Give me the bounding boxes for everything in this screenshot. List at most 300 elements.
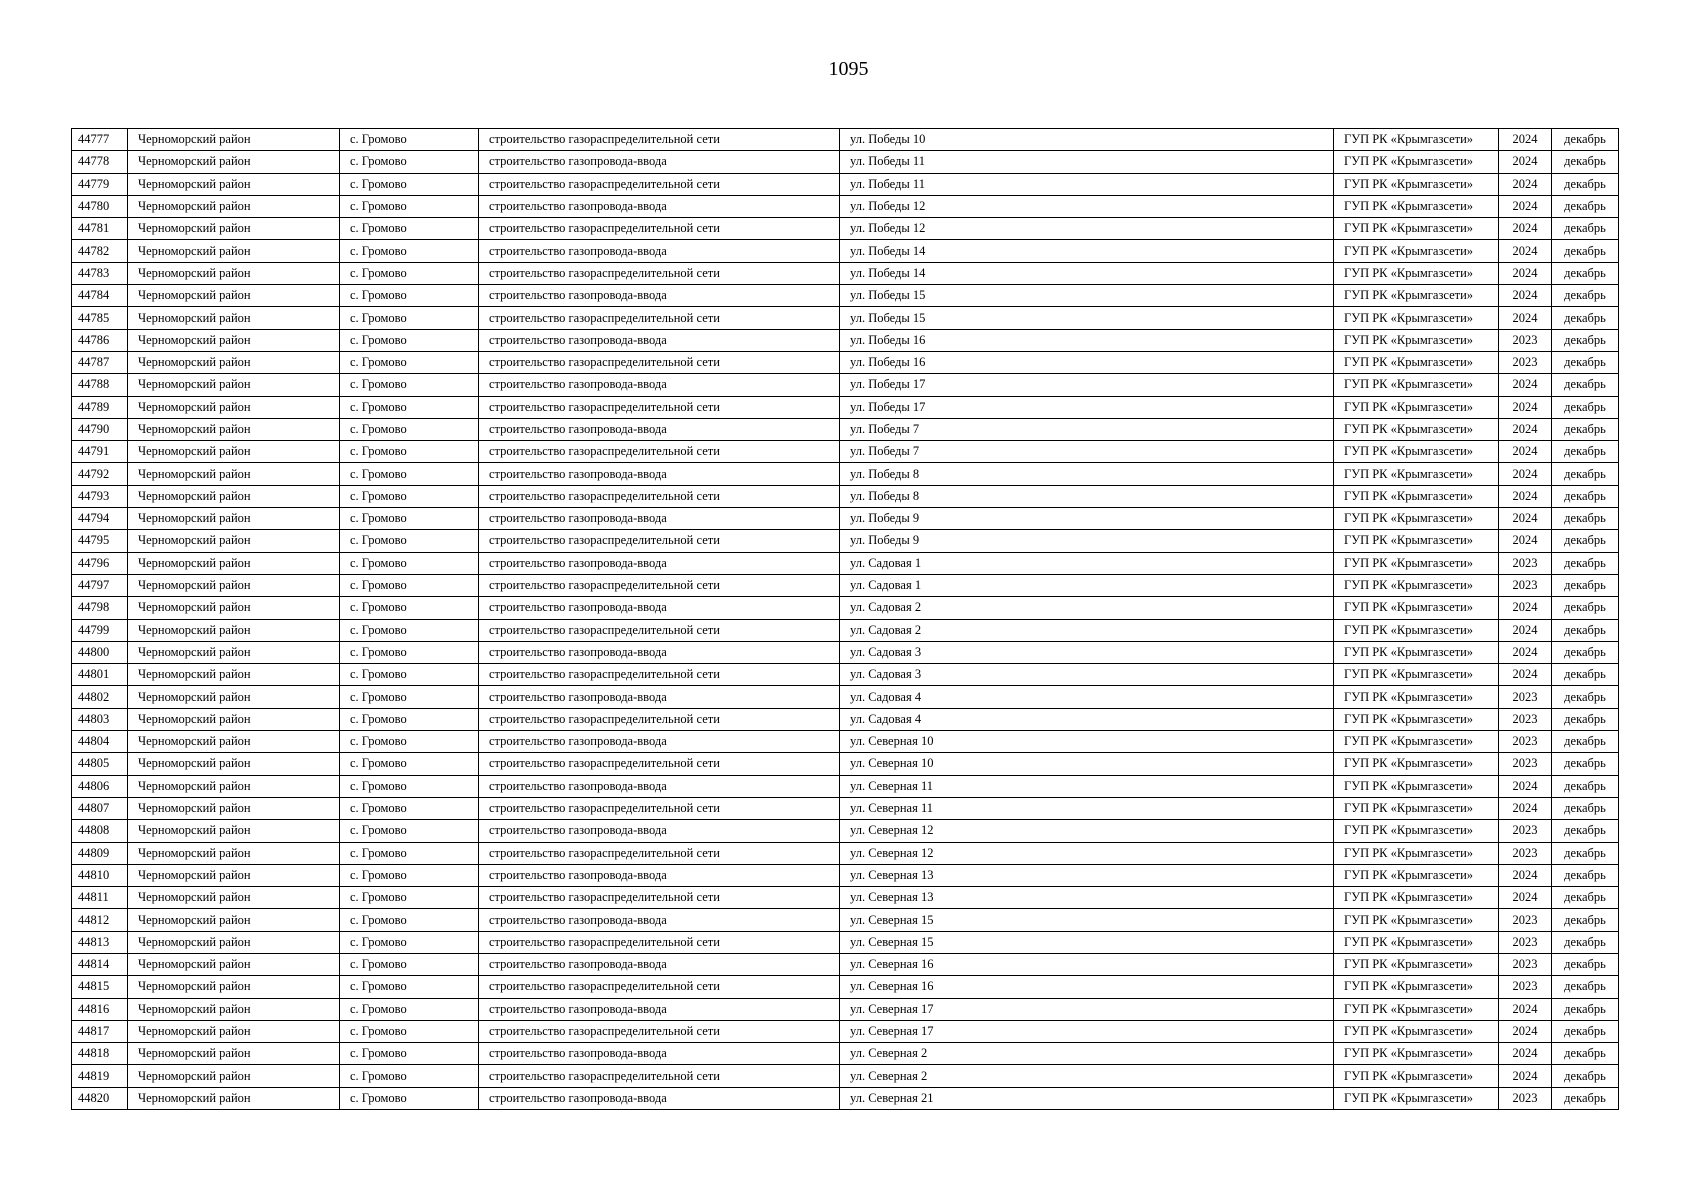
address-cell: ул. Победы 11 — [840, 151, 1334, 173]
settlement-cell: с. Громово — [340, 285, 479, 307]
address-cell: ул. Садовая 3 — [840, 641, 1334, 663]
work-type-cell: строительство газопровода-ввода — [479, 329, 840, 351]
row-number-cell: 44777 — [72, 129, 128, 151]
address-cell: ул. Садовая 2 — [840, 597, 1334, 619]
organization-cell: ГУП РК «Крымгазсети» — [1334, 931, 1499, 953]
district-cell: Черноморский район — [128, 396, 340, 418]
organization-cell: ГУП РК «Крымгазсети» — [1334, 953, 1499, 975]
year-cell: 2023 — [1499, 842, 1552, 864]
month-cell: декабрь — [1552, 953, 1619, 975]
district-cell: Черноморский район — [128, 374, 340, 396]
month-cell: декабрь — [1552, 619, 1619, 641]
district-cell: Черноморский район — [128, 307, 340, 329]
work-type-cell: строительство газопровода-ввода — [479, 463, 840, 485]
table-row — [72, 1087, 1619, 1109]
table-row — [72, 1043, 1619, 1065]
settlement-cell: с. Громово — [340, 931, 479, 953]
month-cell: декабрь — [1552, 998, 1619, 1020]
district-cell: Черноморский район — [128, 1020, 340, 1042]
work-type-cell: строительство газораспределительной сети — [479, 797, 840, 819]
address-cell: ул. Северная 17 — [840, 1020, 1334, 1042]
address-cell: ул. Северная 16 — [840, 953, 1334, 975]
month-cell: декабрь — [1552, 552, 1619, 574]
year-cell: 2023 — [1499, 731, 1552, 753]
work-type-cell: строительство газопровода-ввода — [479, 731, 840, 753]
work-type-cell: строительство газопровода-ввода — [479, 508, 840, 530]
table-row — [72, 218, 1619, 240]
settlement-cell: с. Громово — [340, 1087, 479, 1109]
row-number-cell: 44817 — [72, 1020, 128, 1042]
table-row — [72, 887, 1619, 909]
settlement-cell: с. Громово — [340, 530, 479, 552]
year-cell: 2023 — [1499, 552, 1552, 574]
work-type-cell: строительство газораспределительной сети — [479, 664, 840, 686]
settlement-cell: с. Громово — [340, 909, 479, 931]
work-type-cell: строительство газопровода-ввода — [479, 552, 840, 574]
work-type-cell: строительство газопровода-ввода — [479, 597, 840, 619]
year-cell: 2023 — [1499, 931, 1552, 953]
address-cell: ул. Садовая 1 — [840, 552, 1334, 574]
year-cell: 2024 — [1499, 262, 1552, 284]
organization-cell: ГУП РК «Крымгазсети» — [1334, 708, 1499, 730]
year-cell: 2024 — [1499, 998, 1552, 1020]
work-type-cell: строительство газопровода-ввода — [479, 1087, 840, 1109]
organization-cell: ГУП РК «Крымгазсети» — [1334, 285, 1499, 307]
organization-cell: ГУП РК «Крымгазсети» — [1334, 463, 1499, 485]
district-cell: Черноморский район — [128, 686, 340, 708]
district-cell: Черноморский район — [128, 976, 340, 998]
district-cell: Черноморский район — [128, 574, 340, 596]
district-cell: Черноморский район — [128, 240, 340, 262]
row-number-cell: 44780 — [72, 195, 128, 217]
work-type-cell: строительство газопровода-ввода — [479, 151, 840, 173]
district-cell: Черноморский район — [128, 708, 340, 730]
organization-cell: ГУП РК «Крымгазсети» — [1334, 240, 1499, 262]
month-cell: декабрь — [1552, 218, 1619, 240]
table-row — [72, 708, 1619, 730]
work-type-cell: строительство газопровода-ввода — [479, 285, 840, 307]
work-type-cell: строительство газораспределительной сети — [479, 931, 840, 953]
address-cell: ул. Северная 13 — [840, 864, 1334, 886]
year-cell: 2024 — [1499, 307, 1552, 329]
table-row — [72, 530, 1619, 552]
settlement-cell: с. Громово — [340, 731, 479, 753]
organization-cell: ГУП РК «Крымгазсети» — [1334, 775, 1499, 797]
month-cell: декабрь — [1552, 708, 1619, 730]
organization-cell: ГУП РК «Крымгазсети» — [1334, 307, 1499, 329]
row-number-cell: 44786 — [72, 329, 128, 351]
table-row — [72, 285, 1619, 307]
month-cell: декабрь — [1552, 374, 1619, 396]
organization-cell: ГУП РК «Крымгазсети» — [1334, 597, 1499, 619]
row-number-cell: 44799 — [72, 619, 128, 641]
table-row — [72, 731, 1619, 753]
district-cell: Черноморский район — [128, 731, 340, 753]
work-type-cell: строительство газораспределительной сети — [479, 887, 840, 909]
address-cell: ул. Победы 7 — [840, 418, 1334, 440]
settlement-cell: с. Громово — [340, 151, 479, 173]
district-cell: Черноморский район — [128, 1087, 340, 1109]
address-cell: ул. Северная 10 — [840, 753, 1334, 775]
year-cell: 2024 — [1499, 797, 1552, 819]
district-cell: Черноморский район — [128, 218, 340, 240]
address-cell: ул. Садовая 4 — [840, 708, 1334, 730]
month-cell: декабрь — [1552, 1087, 1619, 1109]
settlement-cell: с. Громово — [340, 240, 479, 262]
settlement-cell: с. Громово — [340, 463, 479, 485]
month-cell: декабрь — [1552, 530, 1619, 552]
address-cell: ул. Северная 10 — [840, 731, 1334, 753]
district-cell: Черноморский район — [128, 129, 340, 151]
work-type-cell: строительство газораспределительной сети — [479, 619, 840, 641]
month-cell: декабрь — [1552, 909, 1619, 931]
table-row — [72, 686, 1619, 708]
table-row — [72, 931, 1619, 953]
district-cell: Черноморский район — [128, 1065, 340, 1087]
settlement-cell: с. Громово — [340, 887, 479, 909]
address-cell: ул. Победы 12 — [840, 218, 1334, 240]
table-row — [72, 1065, 1619, 1087]
month-cell: декабрь — [1552, 686, 1619, 708]
table-row — [72, 262, 1619, 284]
month-cell: декабрь — [1552, 173, 1619, 195]
month-cell: декабрь — [1552, 820, 1619, 842]
table-row — [72, 597, 1619, 619]
organization-cell: ГУП РК «Крымгазсети» — [1334, 508, 1499, 530]
organization-cell: ГУП РК «Крымгазсети» — [1334, 351, 1499, 373]
district-cell: Черноморский район — [128, 820, 340, 842]
organization-cell: ГУП РК «Крымгазсети» — [1334, 998, 1499, 1020]
row-number-cell: 44803 — [72, 708, 128, 730]
year-cell: 2024 — [1499, 864, 1552, 886]
year-cell: 2023 — [1499, 686, 1552, 708]
table-row — [72, 998, 1619, 1020]
year-cell: 2024 — [1499, 887, 1552, 909]
year-cell: 2024 — [1499, 374, 1552, 396]
address-cell: ул. Северная 15 — [840, 909, 1334, 931]
address-cell: ул. Победы 17 — [840, 396, 1334, 418]
row-number-cell: 44788 — [72, 374, 128, 396]
address-cell: ул. Победы 15 — [840, 285, 1334, 307]
row-number-cell: 44789 — [72, 396, 128, 418]
address-cell: ул. Победы 12 — [840, 195, 1334, 217]
row-number-cell: 44816 — [72, 998, 128, 1020]
district-cell: Черноморский район — [128, 953, 340, 975]
work-type-cell: строительство газопровода-ввода — [479, 195, 840, 217]
organization-cell: ГУП РК «Крымгазсети» — [1334, 374, 1499, 396]
settlement-cell: с. Громово — [340, 664, 479, 686]
settlement-cell: с. Громово — [340, 418, 479, 440]
table-row — [72, 307, 1619, 329]
district-cell: Черноморский район — [128, 262, 340, 284]
year-cell: 2023 — [1499, 351, 1552, 373]
month-cell: декабрь — [1552, 129, 1619, 151]
month-cell: декабрь — [1552, 418, 1619, 440]
settlement-cell: с. Громово — [340, 953, 479, 975]
settlement-cell: с. Громово — [340, 820, 479, 842]
settlement-cell: с. Громово — [340, 307, 479, 329]
table-row — [72, 976, 1619, 998]
row-number-cell: 44779 — [72, 173, 128, 195]
work-type-cell: строительство газораспределительной сети — [479, 307, 840, 329]
organization-cell: ГУП РК «Крымгазсети» — [1334, 887, 1499, 909]
settlement-cell: с. Громово — [340, 864, 479, 886]
work-type-cell: строительство газораспределительной сети — [479, 708, 840, 730]
month-cell: декабрь — [1552, 641, 1619, 663]
district-cell: Черноморский район — [128, 597, 340, 619]
address-cell: ул. Победы 10 — [840, 129, 1334, 151]
organization-cell: ГУП РК «Крымгазсети» — [1334, 418, 1499, 440]
row-number-cell: 44802 — [72, 686, 128, 708]
row-number-cell: 44814 — [72, 953, 128, 975]
row-number-cell: 44782 — [72, 240, 128, 262]
organization-cell: ГУП РК «Крымгазсети» — [1334, 195, 1499, 217]
work-type-cell: строительство газопровода-ввода — [479, 374, 840, 396]
month-cell: декабрь — [1552, 797, 1619, 819]
table-row — [72, 441, 1619, 463]
work-type-cell: строительство газопровода-ввода — [479, 1043, 840, 1065]
settlement-cell: с. Громово — [340, 374, 479, 396]
work-type-cell: строительство газораспределительной сети — [479, 218, 840, 240]
organization-cell: ГУП РК «Крымгазсети» — [1334, 1020, 1499, 1042]
work-type-cell: строительство газопровода-ввода — [479, 909, 840, 931]
district-cell: Черноморский район — [128, 931, 340, 953]
year-cell: 2024 — [1499, 195, 1552, 217]
work-type-cell: строительство газопровода-ввода — [479, 240, 840, 262]
row-number-cell: 44810 — [72, 864, 128, 886]
organization-cell: ГУП РК «Крымгазсети» — [1334, 641, 1499, 663]
row-number-cell: 44812 — [72, 909, 128, 931]
year-cell: 2024 — [1499, 129, 1552, 151]
district-cell: Черноморский район — [128, 463, 340, 485]
year-cell: 2024 — [1499, 485, 1552, 507]
table-row — [72, 329, 1619, 351]
table-row — [72, 953, 1619, 975]
table-row — [72, 129, 1619, 151]
year-cell: 2023 — [1499, 753, 1552, 775]
work-type-cell: строительство газораспределительной сети — [479, 396, 840, 418]
district-cell: Черноморский район — [128, 552, 340, 574]
month-cell: декабрь — [1552, 775, 1619, 797]
organization-cell: ГУП РК «Крымгазсети» — [1334, 619, 1499, 641]
organization-cell: ГУП РК «Крымгазсети» — [1334, 441, 1499, 463]
year-cell: 2024 — [1499, 396, 1552, 418]
month-cell: декабрь — [1552, 285, 1619, 307]
organization-cell: ГУП РК «Крымгазсети» — [1334, 574, 1499, 596]
row-number-cell: 44785 — [72, 307, 128, 329]
settlement-cell: с. Громово — [340, 998, 479, 1020]
row-number-cell: 44795 — [72, 530, 128, 552]
table-row — [72, 864, 1619, 886]
work-type-cell: строительство газораспределительной сети — [479, 574, 840, 596]
row-number-cell: 44818 — [72, 1043, 128, 1065]
address-cell: ул. Победы 15 — [840, 307, 1334, 329]
work-type-cell: строительство газопровода-ввода — [479, 686, 840, 708]
year-cell: 2024 — [1499, 418, 1552, 440]
address-cell: ул. Северная 2 — [840, 1043, 1334, 1065]
settlement-cell: с. Громово — [340, 641, 479, 663]
organization-cell: ГУП РК «Крымгазсети» — [1334, 129, 1499, 151]
district-cell: Черноморский район — [128, 151, 340, 173]
row-number-cell: 44800 — [72, 641, 128, 663]
month-cell: декабрь — [1552, 262, 1619, 284]
row-number-cell: 44791 — [72, 441, 128, 463]
table-row — [72, 396, 1619, 418]
work-type-cell: строительство газораспределительной сети — [479, 173, 840, 195]
year-cell: 2024 — [1499, 641, 1552, 663]
year-cell: 2023 — [1499, 820, 1552, 842]
month-cell: декабрь — [1552, 1065, 1619, 1087]
address-cell: ул. Победы 17 — [840, 374, 1334, 396]
month-cell: декабрь — [1552, 463, 1619, 485]
table-row — [72, 797, 1619, 819]
year-cell: 2023 — [1499, 1087, 1552, 1109]
district-cell: Черноморский район — [128, 195, 340, 217]
month-cell: декабрь — [1552, 329, 1619, 351]
table-row — [72, 151, 1619, 173]
year-cell: 2023 — [1499, 976, 1552, 998]
district-cell: Черноморский район — [128, 664, 340, 686]
work-type-cell: строительство газопровода-ввода — [479, 418, 840, 440]
settlement-cell: с. Громово — [340, 686, 479, 708]
register-table — [71, 128, 1619, 1110]
year-cell: 2024 — [1499, 1065, 1552, 1087]
year-cell: 2024 — [1499, 173, 1552, 195]
settlement-cell: с. Громово — [340, 218, 479, 240]
row-number-cell: 44798 — [72, 597, 128, 619]
settlement-cell: с. Громово — [340, 351, 479, 373]
table-row — [72, 374, 1619, 396]
work-type-cell: строительство газораспределительной сети — [479, 530, 840, 552]
month-cell: декабрь — [1552, 1043, 1619, 1065]
table-row — [72, 552, 1619, 574]
work-type-cell: строительство газораспределительной сети — [479, 1020, 840, 1042]
district-cell: Черноморский район — [128, 641, 340, 663]
settlement-cell: с. Громово — [340, 753, 479, 775]
month-cell: декабрь — [1552, 151, 1619, 173]
address-cell: ул. Садовая 3 — [840, 664, 1334, 686]
month-cell: декабрь — [1552, 731, 1619, 753]
district-cell: Черноморский район — [128, 329, 340, 351]
row-number-cell: 44804 — [72, 731, 128, 753]
settlement-cell: с. Громово — [340, 708, 479, 730]
work-type-cell: строительство газораспределительной сети — [479, 753, 840, 775]
settlement-cell: с. Громово — [340, 797, 479, 819]
address-cell: ул. Северная 12 — [840, 820, 1334, 842]
organization-cell: ГУП РК «Крымгазсети» — [1334, 151, 1499, 173]
register-body — [72, 129, 1619, 1110]
settlement-cell: с. Громово — [340, 262, 479, 284]
month-cell: декабрь — [1552, 508, 1619, 530]
row-number-cell: 44808 — [72, 820, 128, 842]
work-type-cell: строительство газораспределительной сети — [479, 351, 840, 373]
table-row — [72, 508, 1619, 530]
row-number-cell: 44792 — [72, 463, 128, 485]
district-cell: Черноморский район — [128, 619, 340, 641]
month-cell: декабрь — [1552, 842, 1619, 864]
row-number-cell: 44794 — [72, 508, 128, 530]
district-cell: Черноморский район — [128, 418, 340, 440]
district-cell: Черноморский район — [128, 530, 340, 552]
table-row — [72, 619, 1619, 641]
organization-cell: ГУП РК «Крымгазсети» — [1334, 842, 1499, 864]
address-cell: ул. Победы 14 — [840, 262, 1334, 284]
address-cell: ул. Победы 8 — [840, 485, 1334, 507]
year-cell: 2024 — [1499, 530, 1552, 552]
address-cell: ул. Северная 15 — [840, 931, 1334, 953]
work-type-cell: строительство газораспределительной сети — [479, 976, 840, 998]
table-row — [72, 351, 1619, 373]
work-type-cell: строительство газораспределительной сети — [479, 129, 840, 151]
settlement-cell: с. Громово — [340, 396, 479, 418]
year-cell: 2024 — [1499, 463, 1552, 485]
row-number-cell: 44790 — [72, 418, 128, 440]
district-cell: Черноморский район — [128, 797, 340, 819]
month-cell: декабрь — [1552, 240, 1619, 262]
settlement-cell: с. Громово — [340, 1043, 479, 1065]
address-cell: ул. Победы 14 — [840, 240, 1334, 262]
district-cell: Черноморский район — [128, 998, 340, 1020]
district-cell: Черноморский район — [128, 887, 340, 909]
settlement-cell: с. Громово — [340, 1065, 479, 1087]
table-row — [72, 1020, 1619, 1042]
row-number-cell: 44793 — [72, 485, 128, 507]
row-number-cell: 44778 — [72, 151, 128, 173]
month-cell: декабрь — [1552, 664, 1619, 686]
row-number-cell: 44783 — [72, 262, 128, 284]
work-type-cell: строительство газопровода-ввода — [479, 820, 840, 842]
settlement-cell: с. Громово — [340, 508, 479, 530]
month-cell: декабрь — [1552, 351, 1619, 373]
row-number-cell: 44796 — [72, 552, 128, 574]
table-row — [72, 485, 1619, 507]
year-cell: 2024 — [1499, 664, 1552, 686]
row-number-cell: 44815 — [72, 976, 128, 998]
month-cell: декабрь — [1552, 864, 1619, 886]
district-cell: Черноморский район — [128, 485, 340, 507]
year-cell: 2023 — [1499, 329, 1552, 351]
district-cell: Черноморский район — [128, 753, 340, 775]
address-cell: ул. Победы 16 — [840, 329, 1334, 351]
settlement-cell: с. Громово — [340, 485, 479, 507]
row-number-cell: 44813 — [72, 931, 128, 953]
month-cell: декабрь — [1552, 307, 1619, 329]
organization-cell: ГУП РК «Крымгазсети» — [1334, 753, 1499, 775]
organization-cell: ГУП РК «Крымгазсети» — [1334, 173, 1499, 195]
table-row — [72, 418, 1619, 440]
address-cell: ул. Победы 16 — [840, 351, 1334, 373]
district-cell: Черноморский район — [128, 909, 340, 931]
organization-cell: ГУП РК «Крымгазсети» — [1334, 1087, 1499, 1109]
address-cell: ул. Северная 11 — [840, 775, 1334, 797]
year-cell: 2024 — [1499, 441, 1552, 463]
month-cell: декабрь — [1552, 396, 1619, 418]
organization-cell: ГУП РК «Крымгазсети» — [1334, 731, 1499, 753]
organization-cell: ГУП РК «Крымгазсети» — [1334, 262, 1499, 284]
table-row — [72, 240, 1619, 262]
work-type-cell: строительство газопровода-ввода — [479, 953, 840, 975]
settlement-cell: с. Громово — [340, 441, 479, 463]
row-number-cell: 44801 — [72, 664, 128, 686]
page-number: 1095 — [828, 58, 869, 80]
settlement-cell: с. Громово — [340, 842, 479, 864]
organization-cell: ГУП РК «Крымгазсети» — [1334, 485, 1499, 507]
month-cell: декабрь — [1552, 976, 1619, 998]
work-type-cell: строительство газопровода-ввода — [479, 998, 840, 1020]
year-cell: 2024 — [1499, 218, 1552, 240]
district-cell: Черноморский район — [128, 441, 340, 463]
district-cell: Черноморский район — [128, 1043, 340, 1065]
